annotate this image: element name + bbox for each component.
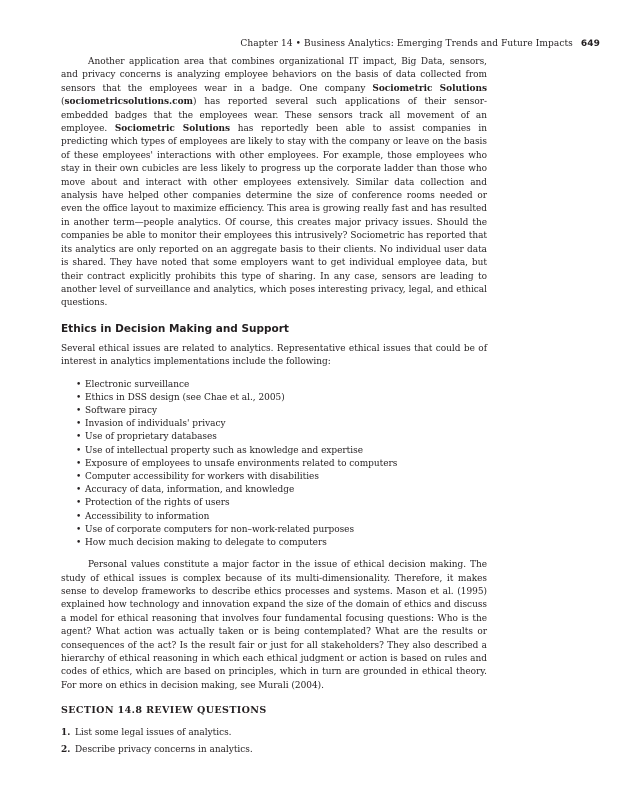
company-name: Sociometric Solutions xyxy=(114,124,231,135)
text-run: ( xyxy=(61,97,65,108)
page-body xyxy=(61,56,487,759)
list-item: • How much decision making to delegate to computers xyxy=(76,537,487,550)
company-name: Sociometric Solutions xyxy=(372,83,488,94)
ethics-heading: Ethics in Decision Making and Support xyxy=(61,322,289,335)
question-number: 1. xyxy=(61,728,71,739)
list-item: • Use of corporate computers for non–work-related purposes xyxy=(76,524,487,537)
list-item: • Accessibility to information xyxy=(76,511,487,524)
ethics-intro: Several ethical issues are related to analytics. Representative ethical issues that could be of interest in analytics implementations include the following: xyxy=(61,343,487,368)
list-item: • Ethics in DSS design (see Chae et al., 2005) xyxy=(76,392,487,405)
text-run: Another application area that combines organizational IT impact, Big Data, sensors, and privacy concerns is analyzing employee behaviors on the basis of data collected from sensors that the employees wear in a badge. One company xyxy=(61,57,487,94)
list-item xyxy=(61,742,487,759)
list-item: • Invasion of individuals' privacy xyxy=(76,418,487,431)
ethics-issues-list xyxy=(76,379,487,551)
review-questions-list xyxy=(61,725,487,759)
list-item: • Accuracy of data, information, and knowledge xyxy=(76,484,487,497)
list-item xyxy=(61,725,487,742)
text-run: has reportedly been able to assist companies in predicting which types of employees are likely to stay with the company or leave on the basis of these employees' interactions with other employees. For example, those employees who stay in their own cubicles are less likely to progress up the corporate ladder than those who move about and interact with other employees extensively. Similar data collection and analysis have helped other companies determine the size of conference rooms needed or even the office layout to maximize efficiency. This area is growing really fast and has resulted in another term—people analytics. Of course, this creates major privacy issues. Should the companies be able to monitor their employees this intrusively? Sociometric has reported that its analytics are only reported on an aggregate basis to their clients. No individual user data is shared. They have noted that some employers want to get individual employee data, but their contract explicitly prohibits this type of sharing. In any case, sensors are leading to another level of surveillance and analytics, which poses interesting privacy, legal, and ethical questions. xyxy=(61,124,488,309)
running-title: Chapter 14 • Business Analytics: Emerging Trends and Future Impacts xyxy=(240,39,573,49)
paragraph-personal-values: Personal values constitute a major factor in the issue of ethical decision making. The study of ethical issues is complex because of its multi-dimensionality. Therefore, it makes sense to develop frameworks to describe ethics processes and systems. Mason et al. (1995) explained how technology and innovation expand the size of the domain of ethics and discuss a model for ethical reasoning that involves four fundamental focusing questions: Who is the agent? What action was actually taken or is being contemplated? What are the results or consequences of the act? Is the result fair or just for all stakeholders? They also described a hierarchy of ethical reasoning in which each ethical judgment or action is based on rules and codes of ethics, which are based on principles, which in turn are grounded in ethical theory. For more on ethics in decision making, see Murali (2004). xyxy=(61,560,487,691)
page-number: 649 xyxy=(580,39,600,49)
running-header xyxy=(240,39,600,49)
question-text: Describe privacy concerns in analytics. xyxy=(75,745,253,756)
paragraph-people-analytics xyxy=(61,56,487,311)
list-item: • Software piracy xyxy=(76,405,487,418)
list-item: • Protection of the rights of users xyxy=(76,497,487,510)
question-text: List some legal issues of analytics. xyxy=(75,728,232,739)
text-run: ) has reported several such applications of their sensor-embedded badges that the employees wear. These sensors track all movement of an employee. xyxy=(61,97,487,135)
company-website: sociometricsolutions.com xyxy=(64,97,193,108)
list-item: • Electronic surveillance xyxy=(76,379,487,392)
list-item: • Use of proprietary databases xyxy=(76,431,487,444)
question-number: 2. xyxy=(61,745,71,756)
list-item: • Use of intellectual property such as knowledge and expertise xyxy=(76,445,487,458)
list-item: • Computer accessibility for workers with disabilities xyxy=(76,471,487,484)
review-questions-heading: SECTION 14.8 REVIEW QUESTIONS xyxy=(61,705,267,717)
list-item: • Exposure of employees to unsafe environments related to computers xyxy=(76,458,487,471)
